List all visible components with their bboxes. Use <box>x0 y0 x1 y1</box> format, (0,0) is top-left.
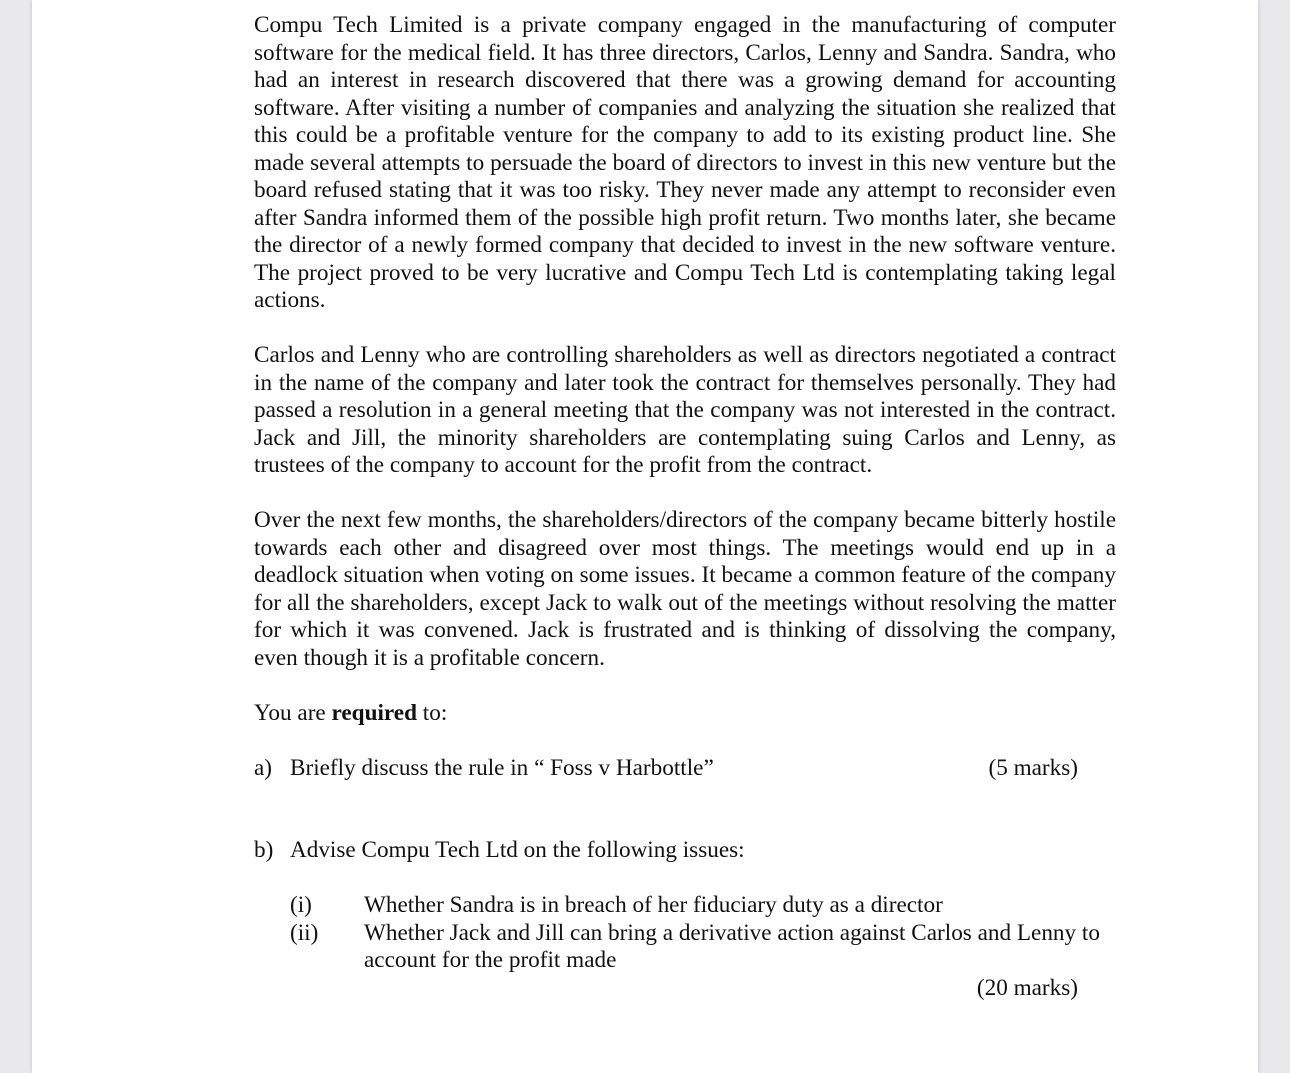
document-content <box>254 12 1116 1002</box>
subitem-ii-number: (ii) <box>290 919 319 946</box>
subitem-ii-text: Whether Jack and Jill can bring a derivative action against Carlos and Lenny to account for the profit made <box>364 919 1100 973</box>
question-a <box>254 755 1116 783</box>
required-instruction <box>254 700 1116 728</box>
question-b-letter: b) <box>254 837 274 863</box>
case-paragraph-3: Over the next few months, the shareholders/directors of the company became bitterly hostile towards each other and disagreed over most things. The meetings would end up in a deadlock situation when voting on some issues. It became a common feature of the company for all the shareholders, except Jack to walk out of the meetings without resolving the matter for which it was convened. Jack is frustrated and is thinking of dissolving the company, even though it is a profitable concern. <box>254 507 1116 671</box>
case-paragraph-2: Carlos and Lenny who are controlling shareholders as well as directors negotiated a contract in the name of the company and later took the contract for themselves personally. They had passed a resolution in a general meeting that the company was not interested in the contract. Jack and Jill, the minority shareholders are contemplating suing Carlos and Lenny, as trustees of the company to account for the profit from the contract. <box>254 342 1116 478</box>
question-a-marks: (5 marks) <box>988 754 1078 781</box>
question-b <box>254 837 1116 865</box>
question-b-text: Advise Compu Tech Ltd on the following issues: <box>290 837 745 863</box>
required-suffix: to: <box>416 699 448 726</box>
subitem-i-number: (i) <box>290 892 312 918</box>
question-a-letter: a) <box>254 754 273 781</box>
case-paragraph-1: Compu Tech Limited is a private company engaged in the manufacturing of computer software for the medical field. It has three directors, Carlos, Lenny and Sandra. Sandra, who had an interest in research discovered that there was a growing demand for accounting software. After visiting a number of companies and analyzing the situation she realized that this could be a profitable venture for the company to add to its existing product line. She made several attempts to persuade the board of directors to invest in this new venture but the board refused stating that it was too risky. They never made any attempt to reconsider even after Sandra informed them of the possible high profit return. Two months later, she became the director of a newly formed company that decided to invest in the new software venture. The project proved to be very lucrative and Compu Tech Ltd is contemplating taking legal actions. <box>254 12 1116 313</box>
document-page <box>32 0 1258 1073</box>
subitem-ii <box>290 920 1116 975</box>
question-b-marks: (20 marks) <box>976 974 1078 1001</box>
subitem-i-text: Whether Sandra is in breach of her fiduciary duty as a director <box>364 892 943 918</box>
question-a-text: Briefly discuss the rule in “ Foss v Harbottle” <box>290 754 714 781</box>
subitem-i <box>290 892 1116 920</box>
required-prefix: You are <box>254 699 332 726</box>
required-bold-word: required <box>331 699 417 726</box>
question-b-subitems <box>290 892 1116 975</box>
